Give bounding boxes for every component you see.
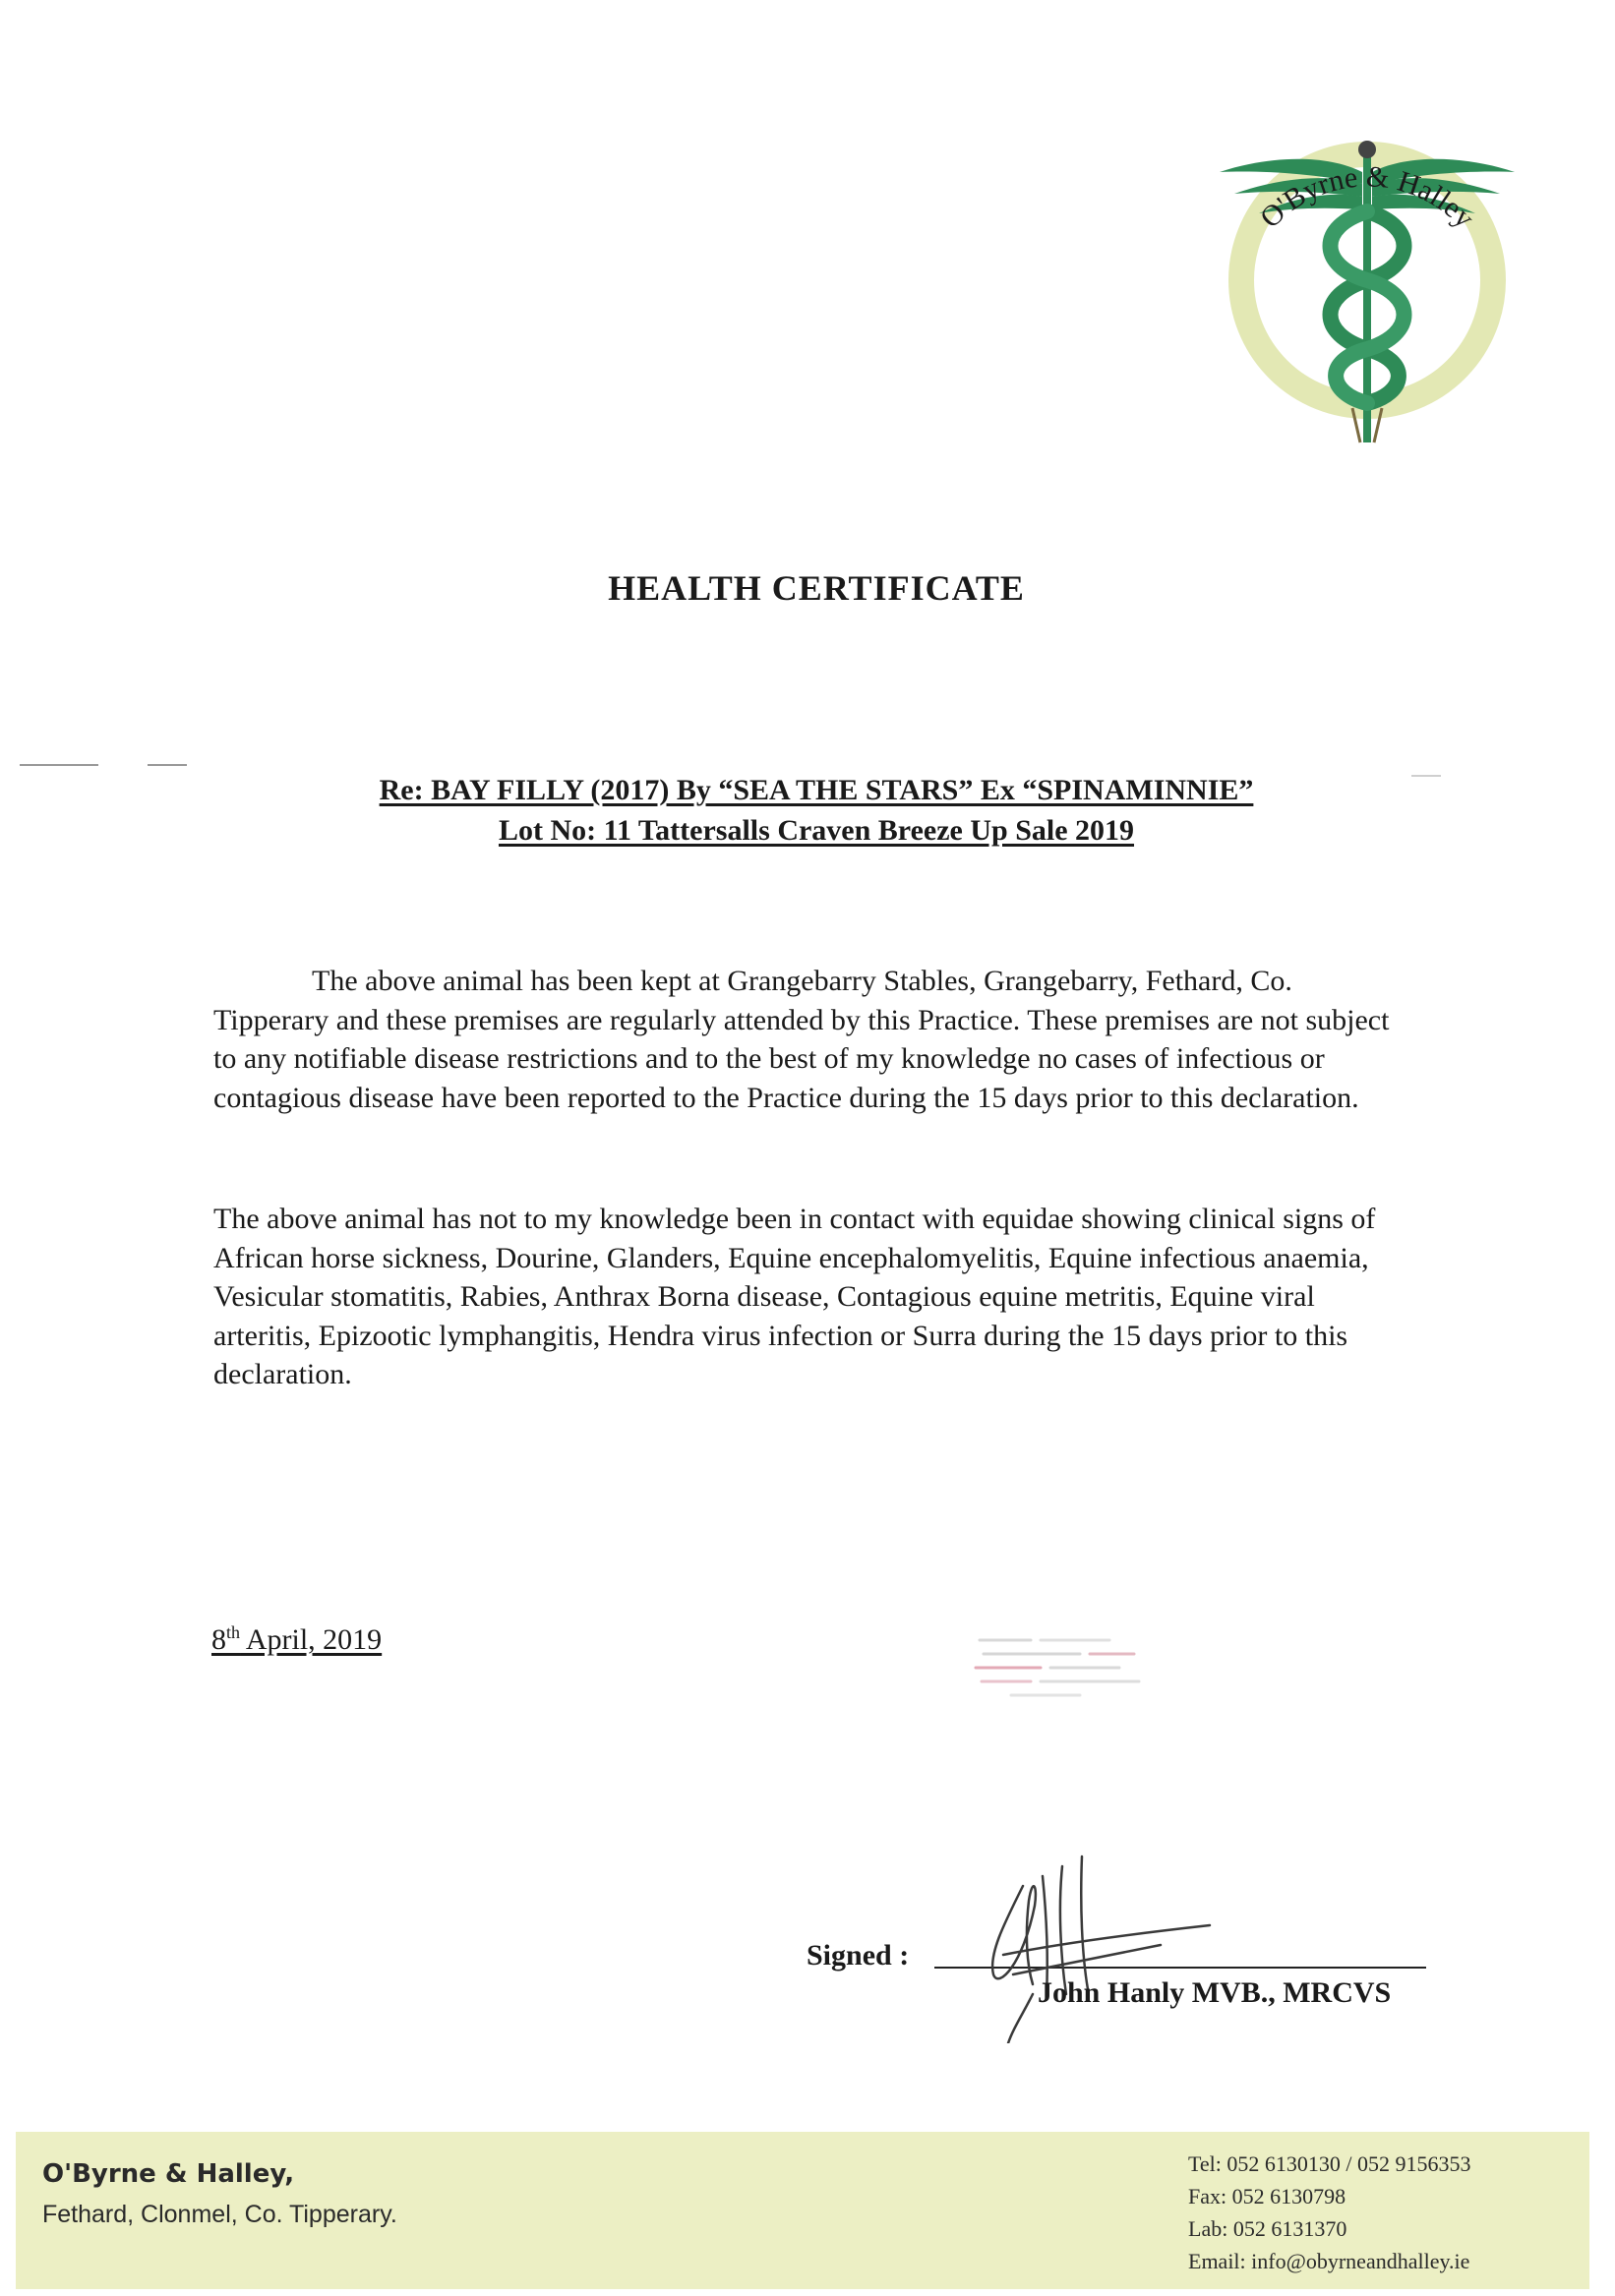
paragraph-premises: The above animal has been kept at Grangebarry Stables, Grangebarry, Fethard, Co. Tipperary and these premises are regularly attended by this Practice. These premises are not subject to any notifiable disease restrictions and to the best of my knowledge no cases of infectious or contagious disease have been reported to the Practice during the 15 days prior to this declaration. bbox=[213, 965, 1390, 1114]
footer-company: O'Byrne & Halley, bbox=[42, 2159, 295, 2189]
signatory-name: John Hanly MVB., MRCVS bbox=[1038, 1976, 1392, 2009]
subject-block bbox=[295, 770, 1338, 851]
footer-email[interactable]: Email: info@obyrneandhalley.ie bbox=[1188, 2249, 1470, 2273]
date-day: 8 bbox=[211, 1623, 226, 1656]
page-title: HEALTH CERTIFICATE bbox=[608, 568, 1025, 608]
certificate-date bbox=[211, 1622, 382, 1657]
scan-mark bbox=[1411, 775, 1441, 777]
paragraph-contact: The above animal has not to my knowledge been in contact with equidae showing clinical signs of African horse sickness, Dourine, Glanders, Equine encephalomyelitis, Equine infectious anaemia, Vesicular stomatitis, Rabies, Anthrax Borna disease, Contagious equine metritis, Equine viral arteritis, Epizootic lymphangitis, Hendra virus infection or Surra during the 15 days prior to this declaration. bbox=[213, 1203, 1376, 1390]
date-suffix: th bbox=[226, 1622, 241, 1642]
footer-tel: Tel: 052 6130130 / 052 9156353 bbox=[1188, 2151, 1471, 2176]
subject-line: Re: BAY FILLY (2017) By “SEA THE STARS” Ex “SPINAMINNIE” bbox=[379, 774, 1254, 806]
lot-line: Lot No: 11 Tattersalls Craven Breeze Up Sale 2019 bbox=[498, 814, 1135, 847]
scan-mark bbox=[20, 764, 98, 766]
scan-mark bbox=[148, 764, 187, 766]
signed-label: Signed : bbox=[807, 1939, 910, 1972]
footer-lab: Lab: 052 6131370 bbox=[1188, 2216, 1347, 2241]
footer-contacts bbox=[1188, 2148, 1471, 2277]
letterhead-footer bbox=[16, 2132, 1589, 2289]
footer-address: Fethard, Clonmel, Co. Tipperary. bbox=[42, 2201, 397, 2228]
date-rest: April, 2019 bbox=[240, 1623, 383, 1656]
practice-logo bbox=[1205, 54, 1529, 457]
logo-text: O'Byrne & Halley bbox=[1253, 160, 1481, 235]
handwritten-signature bbox=[964, 1847, 1229, 2043]
logo-wordmark bbox=[1205, 54, 1529, 457]
faint-stamp bbox=[972, 1632, 1144, 1711]
svg-text:O'Byrne & Halley bbox=[1254, 160, 1481, 234]
footer-fax: Fax: 052 6130798 bbox=[1188, 2184, 1346, 2208]
